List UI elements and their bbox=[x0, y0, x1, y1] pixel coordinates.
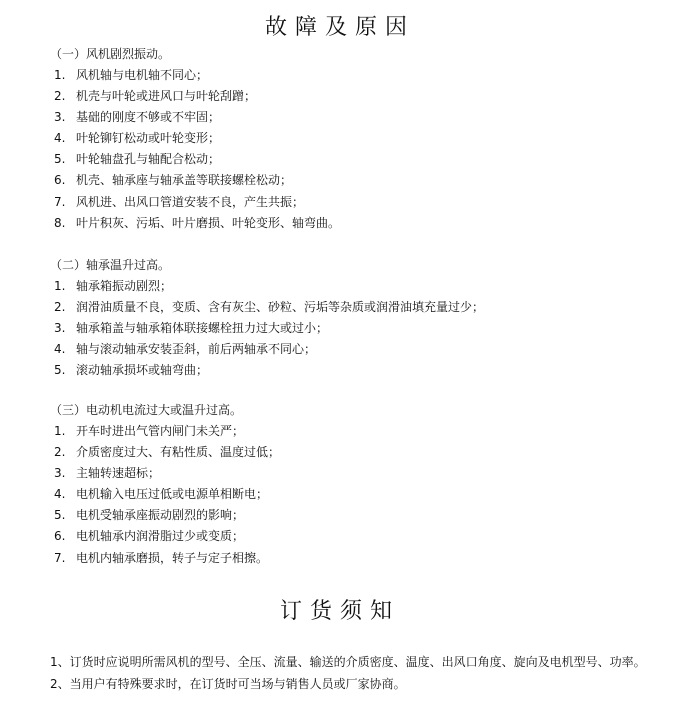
ordering-note: 1、订货时应说明所需风机的型号、全压、流量、输送的介质密度、温度、出风口角度、旋向及电机型号、功率。 bbox=[50, 655, 646, 669]
fault-section-vibration bbox=[50, 46, 670, 236]
list-item bbox=[50, 444, 670, 465]
item-text: 电机轴承内润滑脂过少或变质； bbox=[76, 529, 245, 544]
item-number: 4. bbox=[54, 342, 66, 357]
cause-list bbox=[50, 423, 670, 571]
item-text: 轴承箱盖与轴承箱体联接螺栓扭力过大或过小； bbox=[76, 321, 329, 336]
item-number: 3. bbox=[54, 110, 66, 125]
ordering-title: 订货须知 bbox=[279, 599, 400, 624]
item-number: 3. bbox=[54, 466, 66, 481]
item-text: 叶片积灰、污垢、叶片磨损、叶轮变形、轴弯曲。 bbox=[76, 215, 341, 230]
item-text: 滚动轴承损坏或轴弯曲； bbox=[76, 363, 209, 378]
list-item bbox=[50, 109, 670, 130]
item-text: 基础的刚度不够或不牢固； bbox=[76, 110, 221, 125]
item-text: 风机进、出风口管道安装不良，产生共振； bbox=[76, 194, 305, 209]
item-text: 介质密度过大、有粘性质、温度过低； bbox=[76, 445, 281, 460]
fault-section-motor-current bbox=[50, 402, 670, 571]
item-number: 1. bbox=[54, 68, 66, 82]
item-number: 3. bbox=[54, 321, 66, 336]
section-heading: （一）风机剧烈振动。 bbox=[50, 47, 171, 61]
list-item bbox=[50, 215, 670, 236]
section-heading: （三）电动机电流过大或温升过高。 bbox=[50, 403, 243, 417]
section-heading: （二）轴承温升过高。 bbox=[50, 258, 171, 272]
item-text: 叶轮铆钉松动或叶轮变形； bbox=[76, 131, 221, 146]
item-number: 2. bbox=[54, 445, 66, 460]
item-number: 4. bbox=[54, 131, 66, 146]
list-item bbox=[50, 341, 670, 362]
list-item bbox=[50, 194, 670, 215]
faults-title: 故障及原因 bbox=[264, 15, 415, 40]
list-item bbox=[50, 528, 670, 549]
item-text: 主轴转速超标； bbox=[76, 466, 161, 481]
item-number: 5. bbox=[54, 152, 66, 167]
item-number: 1. bbox=[54, 424, 66, 438]
item-text: 机壳与叶轮或进风口与叶轮刮蹭； bbox=[76, 89, 257, 104]
item-text: 叶轮轴盘孔与轴配合松动； bbox=[76, 152, 221, 167]
item-number: 6. bbox=[54, 529, 66, 544]
cause-list bbox=[50, 278, 670, 383]
list-item bbox=[50, 151, 670, 172]
item-number: 8. bbox=[54, 215, 66, 230]
list-item bbox=[50, 130, 670, 151]
list-item bbox=[50, 299, 670, 320]
item-number: 6. bbox=[54, 173, 66, 188]
list-item bbox=[50, 362, 670, 383]
item-number: 5. bbox=[54, 508, 66, 523]
item-number: 1. bbox=[54, 279, 66, 293]
list-item bbox=[50, 486, 670, 507]
cause-list bbox=[50, 67, 670, 236]
list-item bbox=[50, 172, 670, 193]
item-number: 2. bbox=[54, 89, 66, 104]
fault-section-bearing-temperature bbox=[50, 257, 670, 383]
list-item bbox=[50, 507, 670, 528]
item-text: 电机输入电压过低或电源单相断电； bbox=[76, 487, 269, 502]
item-number: 4. bbox=[54, 487, 66, 502]
item-number: 5. bbox=[54, 363, 66, 378]
item-text: 润滑油质量不良，变质、含有灰尘、砂粒、污垢等杂质或润滑油填充量过少； bbox=[76, 300, 485, 315]
item-text: 轴承箱振动剧烈； bbox=[76, 279, 173, 293]
list-item bbox=[50, 550, 670, 571]
list-item bbox=[50, 465, 670, 486]
item-number: 2. bbox=[54, 300, 66, 315]
item-text: 电机受轴承座振动剧烈的影响； bbox=[76, 508, 245, 523]
item-text: 风机轴与电机轴不同心； bbox=[76, 68, 209, 82]
item-text: 开车时进出气管内闸门未关严； bbox=[76, 424, 245, 438]
list-item bbox=[50, 320, 670, 341]
item-text: 轴与滚动轴承安装歪斜，前后两轴承不同心； bbox=[76, 342, 317, 357]
item-text: 机壳、轴承座与轴承盖等联接螺栓松动； bbox=[76, 173, 293, 188]
list-item bbox=[50, 423, 670, 444]
item-text: 电机内轴承磨损，转子与定子相擦。 bbox=[76, 550, 269, 565]
ordering-note: 2、当用户有特殊要求时，在订货时可当场与销售人员或厂家协商。 bbox=[50, 677, 406, 691]
list-item bbox=[50, 67, 670, 88]
item-number: 7. bbox=[54, 550, 66, 565]
list-item bbox=[50, 88, 670, 109]
list-item bbox=[50, 278, 670, 299]
item-number: 7. bbox=[54, 194, 66, 209]
ordering-notes bbox=[26, 652, 666, 694]
